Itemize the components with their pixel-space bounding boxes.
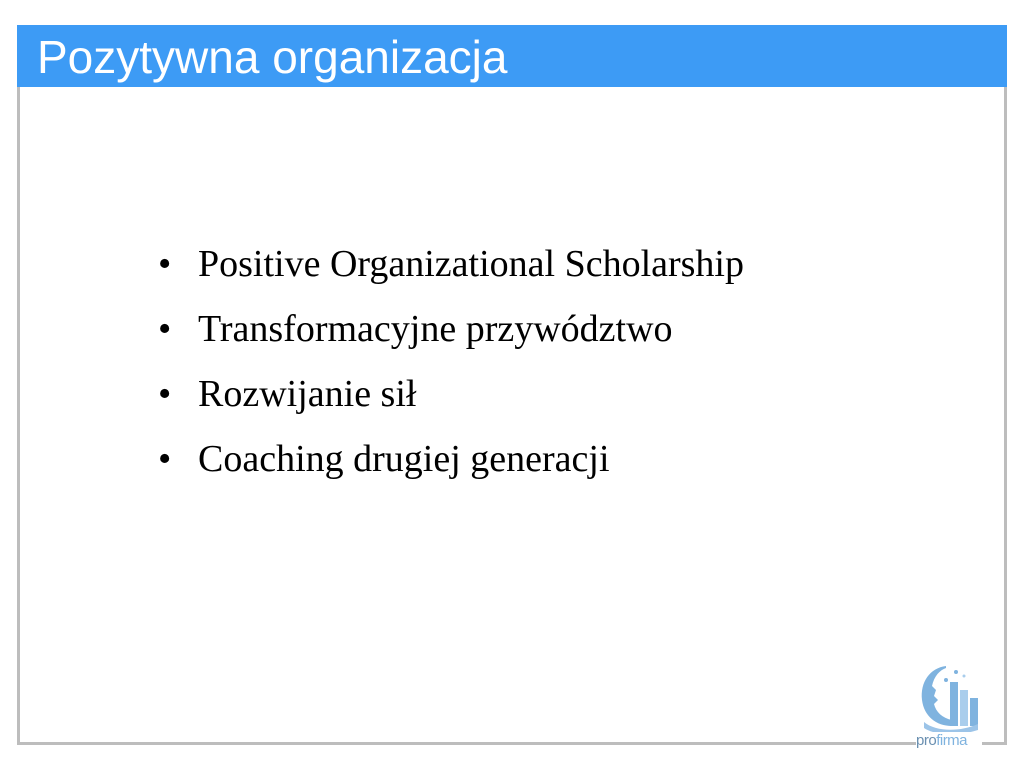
bullet-item <box>158 362 744 427</box>
profirma-logo <box>916 660 982 758</box>
bullet-text: Coaching drugiej generacji <box>198 438 610 480</box>
bullet-item <box>158 427 744 492</box>
logo-wordmark <box>916 732 982 749</box>
bullet-marker: • <box>158 243 172 285</box>
logo-suffix: firma <box>936 732 968 749</box>
bullet-marker: • <box>158 373 172 415</box>
bullet-item <box>158 232 744 297</box>
title-bar <box>17 25 1007 87</box>
bullet-text: Positive Organizational Scholarship <box>198 243 744 285</box>
bullet-marker: • <box>158 308 172 350</box>
bullet-text: Transformacyjne przywództwo <box>198 308 673 350</box>
slide-title: Pozytywna organizacja <box>37 31 508 83</box>
profirma-logo-icon <box>916 660 982 734</box>
bullet-marker: • <box>158 438 172 480</box>
bullet-text: Rozwijanie sił <box>198 373 417 415</box>
bullet-list <box>158 232 744 492</box>
logo-prefix: pro <box>916 732 937 749</box>
bullet-item <box>158 297 744 362</box>
